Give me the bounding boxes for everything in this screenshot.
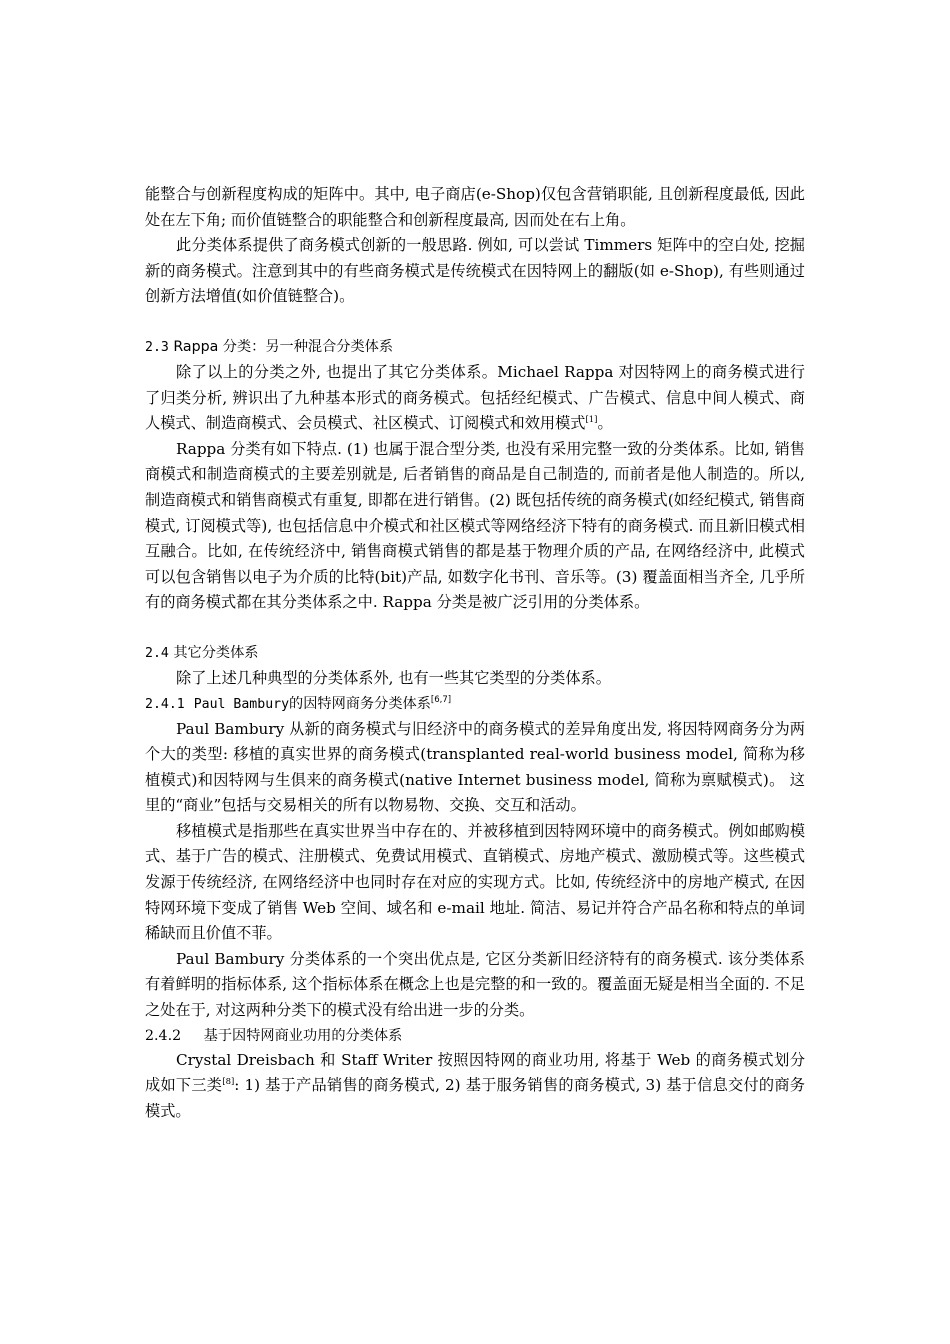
section-heading-2-4-2 — [145, 1024, 805, 1048]
paragraph — [145, 360, 805, 437]
section-title: Rappa 分类：另一种混合分类体系 — [173, 338, 394, 355]
paragraph-text: 除了以上的分类之外, 也提出了其它分类体系。Michael Rappa 对因特网上的商务模式进行了归类分析, 辨识出了九种基本形式的商务模式。包括经纪模式、广告模式、信息中间人模式、商人模式、制造商模式、会员模式、社区模式、订阅模式和效用模式 — [145, 362, 805, 433]
paragraph-text: : 1) 基于产品销售的商务模式, 2) 基于服务销售的商务模式, 3) 基于信息交付的商务模式。 — [145, 1076, 805, 1120]
spacer — [145, 616, 805, 641]
citation: [8] — [222, 1077, 235, 1088]
paragraph — [145, 1048, 805, 1125]
section-number: 2.3 — [145, 339, 169, 355]
paragraph: Paul Bambury 从新的商务模式与旧经济中的商务模式的差异角度出发, 将因特网商务分为两个大的类型: 移植的真实世界的商务模式(transplanted real-world business model, 简称为移植模式)和因特网与生俱来的商务模式(native Internet business model, 简称为禀赋模式)。 这里的“商业”包括与交易相关的所有以物易物、交换、交互和活动。 — [145, 719, 805, 815]
section-heading-2-4-1 — [145, 692, 805, 717]
section-author: Paul Bambury — [193, 696, 290, 712]
paragraph: 除了上述几种典型的分类体系外, 也有一些其它类型的分类体系。 — [176, 668, 611, 687]
paragraph-text: 。 — [597, 414, 613, 433]
section-number: 2.4.2 — [145, 1027, 182, 1044]
section-number: 2.4.1 — [145, 696, 185, 712]
paragraph: Rappa 分类有如下特点. (1) 也属于混合型分类, 也没有采用完整一致的分类体系。比如, 销售商模式和制造商模式的主要差别就是, 后者销售的商品是自己制造的, 而前者是他人制造的。所以, 制造商模式和销售商模式有重复, 即都在进行销售。(2) 既包括传统的商务模式(如经纪模式, 销售商模式, 订阅模式等), 也包括信息中介模式和社区模式等网络经济下特有的商务模式. 而且新旧模式相互融合。比如, 在传统经济中, 销售商模式销售的都是基于物理介质的产品, 在网络经济中, 此模式可以包含销售以电子为介质的比特(bit)产品, 如数字化书刊、音乐等。(3) 覆盖面相当齐全, 几乎所有的商务模式都在其分类体系之中. Rappa 分类是被广泛引用的分类体系。 — [145, 439, 805, 612]
paragraph: 移植模式是指那些在真实世界当中存在的、并被移植到因特网环境中的商务模式。例如邮购模式、基于广告的模式、注册模式、免费试用模式、直销模式、房地产模式、激励模式等。这些模式发源于传统经济, 在网络经济中也同时存在对应的实现方式。比如, 传统经济中的房地产模式, 在因特网环境下变成了销售 Web 空间、域名和 e-mail 地址. 简洁、易记并符合产品名称和特点的单词稀缺而且价值不菲。 — [145, 821, 805, 943]
spacer — [145, 310, 805, 335]
paragraph-text: Crystal Dreisbach 和 Staff Writer 按照因特网的商业功用, 将基于 Web 的商务模式划分成如下三类 — [145, 1050, 805, 1095]
citation: [6,7] — [430, 694, 452, 705]
section-title: 的因特网商务分类体系 — [289, 695, 431, 712]
section-title: 基于因特网商业功用的分类体系 — [203, 1027, 403, 1044]
paragraph: 此分类体系提供了商务模式创新的一般思路. 例如, 可以尝试 Timmers 矩阵中的空白处, 挖掘新的商务模式。注意到其中的有些商务模式是传统模式在因特网上的翻版(如 e-Shop), 有些则通过创新方法增值(如价值链整合)。 — [145, 236, 805, 306]
section-number: 2.4 — [145, 645, 169, 661]
citation: [1] — [585, 415, 598, 426]
paragraph: Paul Bambury 分类体系的一个突出优点是, 它区分类新旧经济特有的商务模式. 该分类体系有着鲜明的指标体系, 这个指标体系在概念上也是完整的和一致的。覆盖面无疑是相当全面的. 不足之处在于, 对这两种分类下的模式没有给出进一步的分类。 — [145, 949, 805, 1020]
section-heading-2-4 — [145, 641, 805, 666]
paragraph: 能整合与创新程度构成的矩阵中。其中, 电子商店(e-Shop)仅包含营销职能, 且创新程度最低, 因此处在左下角; 而价值链整合的职能整合和创新程度最高, 因而处在右上角。 — [145, 185, 805, 229]
section-heading-2-3 — [145, 335, 805, 360]
section-title: 其它分类体系 — [173, 644, 259, 661]
document-body — [145, 182, 805, 1124]
